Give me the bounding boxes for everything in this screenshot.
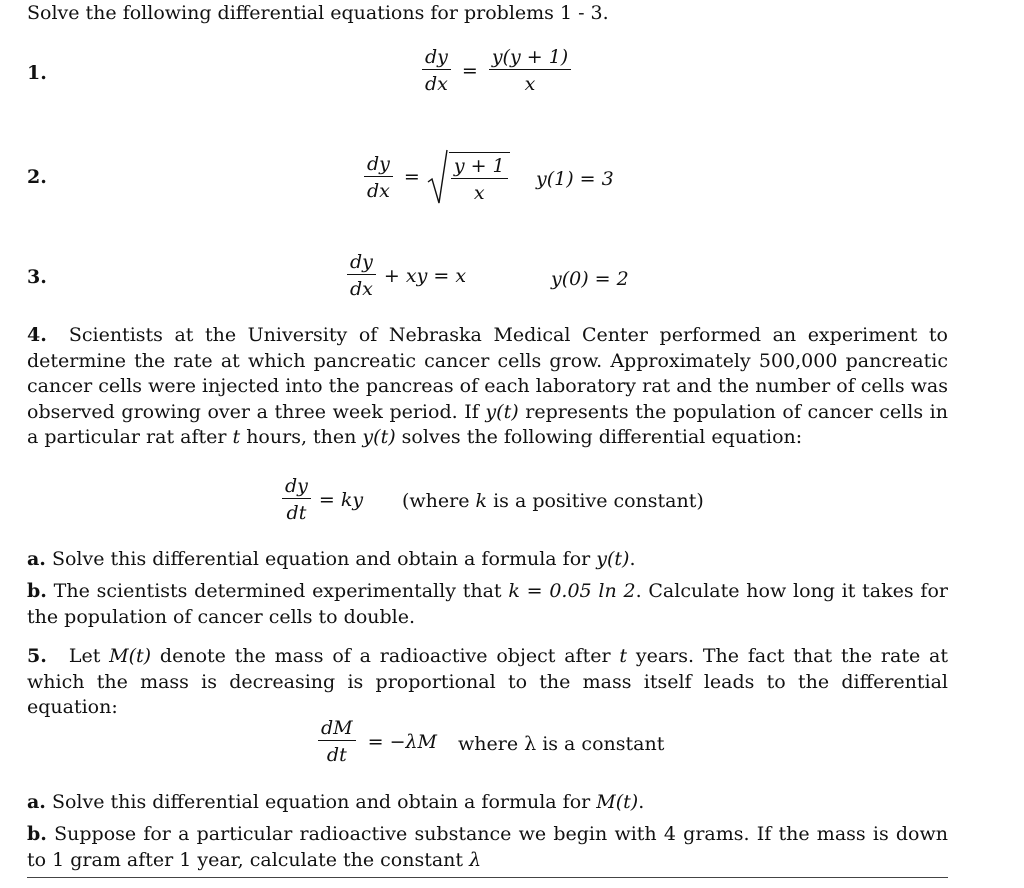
problem-3-initial-condition: y(0) = 2	[551, 268, 629, 290]
p5-rhs: = −λM	[367, 730, 438, 753]
problem-1-number: 1.	[27, 62, 47, 84]
p2-lhs-numerator: dy	[364, 153, 393, 177]
p5b-label: b.	[27, 823, 47, 845]
p4-lhs-fraction	[282, 475, 311, 524]
p3-lhs-fraction	[347, 251, 376, 300]
p4a-var: y(t)	[596, 548, 630, 570]
p4b-label: b.	[27, 580, 47, 602]
problem-3-equation	[343, 251, 466, 300]
problem-4-equation	[278, 475, 363, 524]
problem-3-number: 3.	[27, 266, 47, 288]
p4b-text-1: The scientists determined experimentally that	[46, 580, 509, 602]
problem-5-number: 5.	[27, 645, 47, 667]
p5-text-3: years. The fact that the rate at which the mass is decreasing is proportional to the mass itself leads to the differential equation:	[27, 645, 948, 718]
p1-rhs-fraction	[489, 46, 571, 95]
problem-2-equation	[360, 148, 510, 206]
problem-5-equation-note: where λ is a constant	[458, 733, 665, 755]
problem-4a	[27, 547, 948, 573]
p4-lhs-numerator: dy	[282, 475, 311, 499]
p4-text-2: represents the population of cancer cells in a particular rat after	[27, 400, 948, 448]
problem-2-initial-condition: y(1) = 3	[536, 168, 614, 190]
p4-var-t: t	[232, 426, 241, 448]
p5-var-m-t: M(t)	[109, 645, 152, 667]
p4-var-y-t: y(t)	[485, 400, 519, 423]
problem-5-statement	[27, 644, 948, 721]
problem-1-equation	[418, 46, 575, 95]
instructions: Solve the following differential equations for problems 1 - 3.	[27, 2, 609, 24]
p4-note-pre: (where	[402, 490, 476, 512]
problem-4b	[27, 579, 948, 630]
problem-5-equation	[314, 717, 437, 766]
p3-lhs-denominator: dx	[350, 278, 373, 300]
p4-note-post: is a positive constant)	[487, 490, 704, 512]
problem-4-number: 4.	[27, 324, 47, 346]
p2-radicand-denominator: x	[473, 181, 485, 204]
p4-rhs: = ky	[318, 488, 364, 511]
p2-sqrt	[427, 148, 510, 206]
p1-equals: =	[461, 59, 478, 82]
p5-lhs-fraction	[318, 717, 356, 766]
p1-lhs-fraction	[422, 46, 451, 95]
p3-lhs-numerator: dy	[347, 251, 376, 275]
p5a-label: a.	[27, 791, 46, 813]
p4b-text-2: . Calculate how long it takes for the population of cancer cells to double.	[27, 580, 948, 628]
problem-5b	[27, 822, 948, 873]
p5-text-1: Let	[68, 645, 110, 667]
p2-equals: =	[403, 166, 420, 188]
p5a-end: .	[638, 791, 645, 813]
p5-var-t: t	[619, 645, 628, 667]
p1-rhs-denominator: x	[524, 73, 536, 95]
p5a-text: Solve this differential equation and obtain a formula for	[45, 791, 597, 813]
p4a-label: a.	[27, 548, 46, 570]
bottom-rule	[27, 877, 948, 878]
p1-lhs-denominator: dx	[425, 73, 448, 95]
p5b-text: Suppose for a particular radioactive substance we begin with 4 grams. If the mass is down to 1 gram after 1 year, calculate the constant	[27, 823, 948, 871]
p2-lhs-fraction	[364, 153, 393, 202]
p1-lhs-numerator: dy	[422, 46, 451, 70]
problem-4-equation-note	[402, 488, 704, 514]
p2-radicand-numerator: y + 1	[451, 155, 508, 179]
problem-5a	[27, 790, 948, 816]
p5b-var: λ	[469, 848, 482, 871]
problem-4-statement	[27, 323, 948, 451]
p3-rhs: + xy = x	[383, 264, 467, 287]
p5-lhs-numerator: dM	[318, 717, 356, 741]
problem-2-number: 2.	[27, 166, 47, 188]
p4-note-var: k	[475, 490, 488, 512]
p4-text-1: Scientists at the University of Nebraska Medical Center performed an experiment to determine the rate at which pancreatic cancer cells grow. Approximately 500,000 pancreatic cancer cells were injected into the pancreas of each laboratory rat and the number of cells was observed growing over a three week period. If	[27, 324, 948, 423]
p4-lhs-denominator: dt	[286, 502, 307, 524]
p4-var-y-t-2: y(t)	[362, 426, 396, 448]
p4-text-3: hours, then	[240, 426, 363, 448]
p4-text-4: solves the following differential equation:	[395, 426, 803, 448]
p2-lhs-denominator: dx	[367, 179, 390, 202]
p5-text-2: denote the mass of a radioactive object after	[151, 645, 620, 667]
p2-radicand-fraction	[451, 155, 508, 204]
p5-lhs-denominator: dt	[326, 744, 347, 766]
p1-rhs-numerator: y(y + 1)	[489, 46, 571, 70]
p5a-var: M(t)	[596, 791, 639, 813]
p4a-end: .	[629, 548, 636, 570]
sqrt-radical-icon	[427, 148, 449, 206]
p4b-math: k = 0.05 ln 2	[508, 580, 636, 602]
p4a-text: Solve this differential equation and obtain a formula for	[45, 548, 597, 570]
